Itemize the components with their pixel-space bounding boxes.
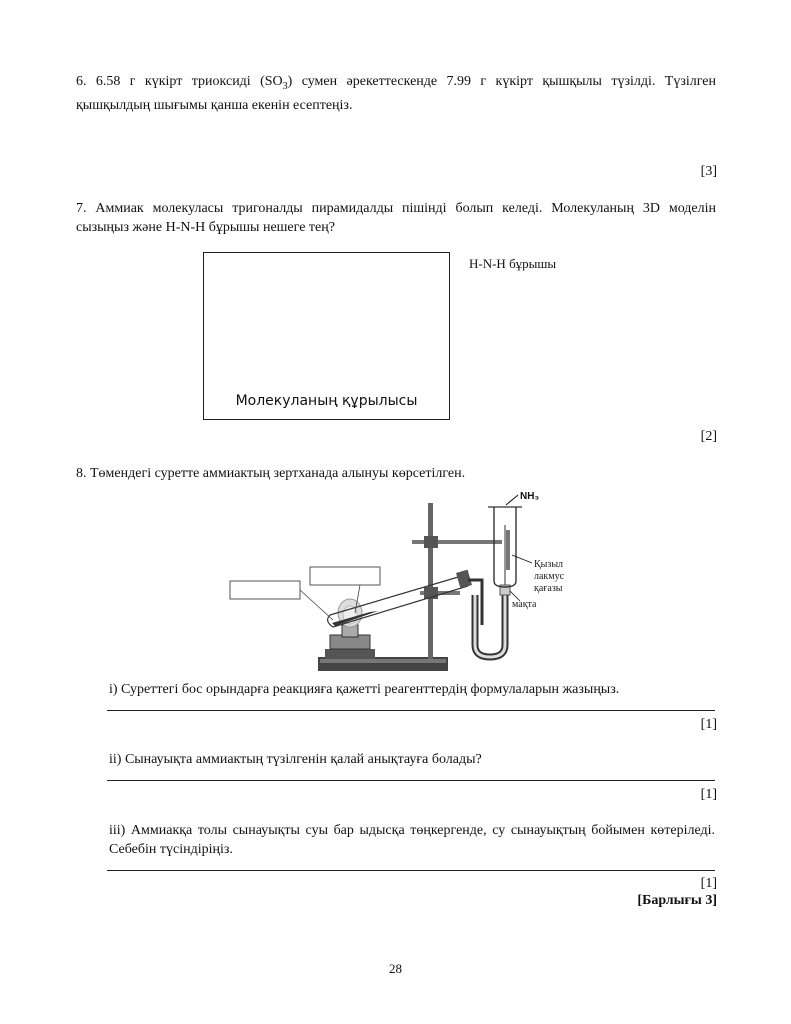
question-7-mark: [2] [700,429,717,444]
molecule-box-caption: Молекуланың құрылысы [235,393,418,409]
question-8-i-mark: [1] [700,717,717,732]
blank-box-right [310,567,380,585]
stand-rod [428,503,433,659]
question-8-ii-answer-line[interactable] [107,780,715,781]
question-8-text: 8. Төмендегі суретте аммиактың зертханада алынуы көрсетілген. [76,466,466,481]
question-6-mark: [3] [700,164,717,179]
question-7-text: 7. Аммиак молекуласы тригоналды пирамидалды пішінді болып келеді. Молекуланың 3D моделін сызыңыз және H-N-H бұрышы нешеге тең? [76,201,716,235]
burner [325,625,375,659]
molecule-drawing-box[interactable] [203,252,450,420]
question-8-total: [Барлығы 3] [637,893,717,908]
cotton-label: мақта [512,599,537,610]
question-8-iii-text: iii) Аммиакқа толы сынауықты суы бар ыдысқа төңкергенде, су сынауықтың бойымен көтеріледі. Себебін түсіндіріңіз. [109,823,715,857]
blank-box-left [230,581,300,599]
ammonia-apparatus-figure [220,485,600,680]
u-tube [475,595,505,657]
question-8-iii-answer-line[interactable] [107,870,715,871]
collecting-tube [488,507,522,587]
question-8-i-answer-line[interactable] [107,710,715,711]
question-6 [76,72,716,115]
question-8-iii-mark: [1] [700,876,717,891]
question-8-ii-mark: [1] [700,787,717,802]
page-number: 28 [389,961,402,976]
angle-label: H-N-H бұрышы [469,256,557,271]
question-6-line-1: 6. 6.58 г күкірт триоксиді $(SO_3)$ сумен әрекеттескенде 7.99 г күкірт қышқылы түзілді. Түзілген [76,74,716,92]
litmus-label-3: қағазы [534,583,563,594]
litmus-label-2: лакмус [534,571,565,582]
litmus-label-1: Қызыл [534,559,564,570]
question-6-line-2: қышқылдың шығымы қанша екенін есептеңіз. [76,97,353,113]
nh3-label: NH₃ [520,491,540,502]
question-8-ii-text: ii) Сынауықта аммиактың түзілгенін қалай анықтауға болады? [109,752,482,767]
question-8-i-text: i) Суреттегі бос орындарға реакцияға қажетті реагенттердің формулаларын жазыңыз. [109,682,620,697]
